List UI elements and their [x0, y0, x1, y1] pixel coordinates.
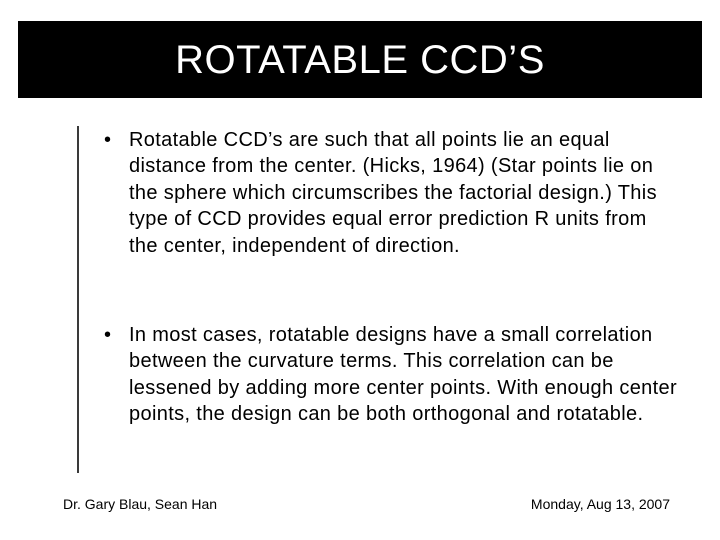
bullet-text: In most cases, rotatable designs have a small correlation between the curvature terms. This correlation can be lessened by adding more center points. With enough center points, the design can be both orthogonal and rotatable.: [129, 324, 678, 426]
bullet-item-rotatable-definition: [104, 127, 679, 259]
bullet-marker: •: [104, 129, 112, 151]
slide-title: ROTATABLE CCD’S: [175, 38, 545, 82]
bullet-marker: •: [104, 324, 112, 346]
bullet-text: Rotatable CCD’s are such that all points lie an equal distance from the center. (Hicks, 1964) (Star points lie on the sphere which circumscribes the factorial design.) This type of CCD provides equal error prediction R units from the center, independent of direction.: [129, 129, 657, 257]
vertical-divider: [77, 126, 79, 473]
footer-date: Monday, Aug 13, 2007: [530, 496, 670, 512]
bullet-item-correlation-note: [104, 322, 679, 428]
title-bar: [18, 21, 702, 98]
footer-author: Dr. Gary Blau, Sean Han: [63, 496, 218, 512]
